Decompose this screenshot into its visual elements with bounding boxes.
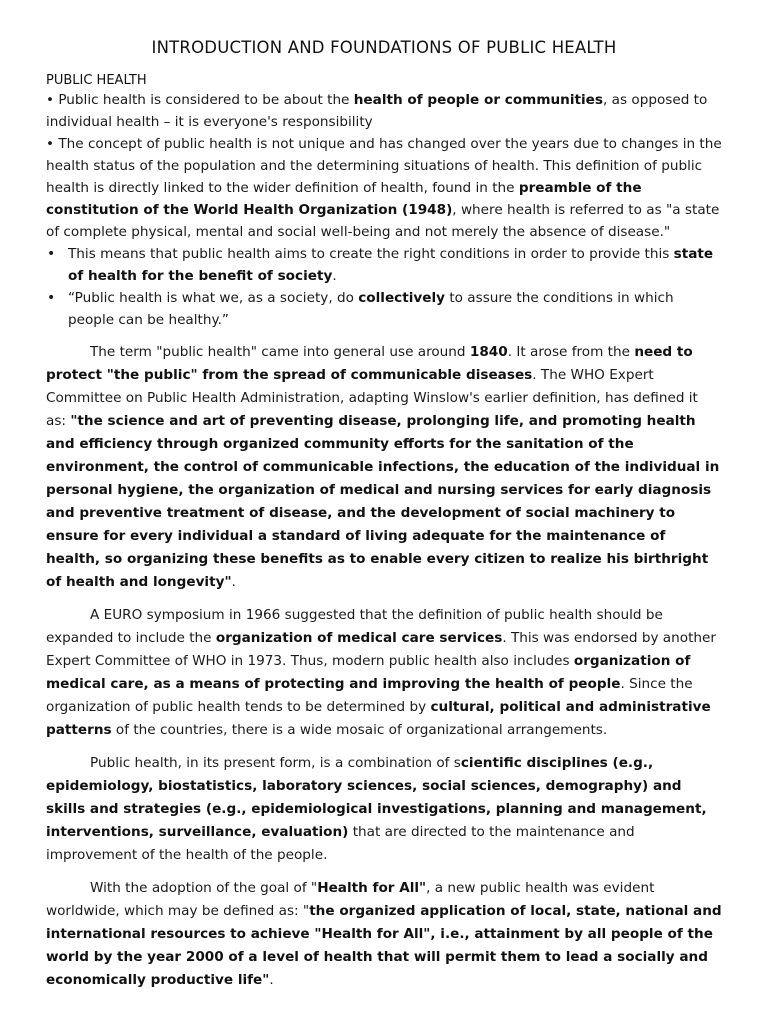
text-run: . This was endorsed by another Expert Committee of WHO in 1973. Thus, modern public health also includes — [46, 630, 716, 669]
bold-run: preamble of the constitution of the World Health Organization (1948) — [46, 180, 642, 218]
list-item — [68, 243, 722, 287]
text-run: . Since the organization of public health tends to be determined by — [46, 676, 693, 715]
bold-run: Health for All" — [317, 880, 427, 896]
text-run: Public health, in its present form, is a combination of s — [90, 755, 461, 771]
paragraph-euro-symposium — [46, 604, 722, 742]
paragraph-health-for-all — [46, 877, 722, 992]
bold-run: state of health for the benefit of society — [68, 246, 714, 284]
bold-run: 1840 — [469, 344, 508, 360]
text-run: With the adoption of the goal of " — [90, 880, 318, 896]
page-title: INTRODUCTION AND FOUNDATIONS OF PUBLIC HEALTH — [151, 38, 617, 57]
section-heading: PUBLIC HEALTH — [46, 73, 147, 88]
text-run: to assure the conditions in which people can be healthy.” — [68, 290, 674, 328]
paragraph-present-form — [46, 752, 722, 867]
text-run: that are directed to the maintenance and improvement of the health of the people. — [46, 824, 635, 863]
bold-run: "the science and art of preventing disease, prolonging life, and promoting health and efficiency through organized community efforts for the sanitation of the environment, the control of communicable infections, the education of the individual in personal hygiene, the organization of medical and nursing services for early diagnosis and preventive treatment of disease, and the development of social machinery to ensure for every individual a standard of living adequate for the maintenance of health, so organizing these benefits as to enable every citizen to realize his birthright of health and longevity" — [46, 413, 720, 590]
text-run: , where health is referred to as "a state of complete physical, mental and social well-being and not merely the absence of disease." — [46, 202, 720, 240]
intro-bullet-2 — [46, 133, 722, 243]
text-run: . The WHO Expert Committee on Public Health Administration, adapting Winslow's earlier definition, has defined it as: — [46, 367, 698, 429]
text-run: “Public health is what we, as a society, do — [68, 290, 359, 306]
bullet-list — [46, 243, 722, 331]
text-run: . — [231, 574, 236, 590]
intro-bullet-1 — [46, 89, 722, 133]
text-run: This means that public health aims to create the right conditions in order to provide this — [68, 246, 674, 262]
text-run: • The concept of public health is not unique and has changed over the years due to changes in the health status of the population and the determining situations of health. This definition of public health is directly linked to the wider definition of health, found in the — [46, 136, 722, 196]
bold-run: health of people or communities — [353, 92, 603, 108]
paragraph-term-public-health — [46, 341, 722, 594]
text-run: , as opposed to individual health – it is everyone's responsibility — [46, 92, 708, 130]
list-item — [68, 287, 722, 331]
text-run: A EURO symposium in 1966 suggested that the definition of public health should be expanded to include the — [46, 607, 663, 646]
bold-run: collectively — [358, 290, 445, 306]
text-run: • Public health is considered to be about the — [46, 92, 354, 108]
text-run: of the countries, there is a wide mosaic of organizational arrangements. — [111, 722, 608, 738]
bold-run: organization of medical care services — [215, 630, 503, 646]
bold-run: cientific disciplines (e.g., epidemiology, biostatistics, laboratory sciences, social sciences, demography) and skills and strategies (e.g., epidemiological investigations, planning and management, interventions, surveillance, evaluation) — [46, 755, 707, 840]
text-run: , a new public health was evident worldwide, which may be defined as: " — [46, 880, 655, 919]
bold-run: need to protect "the public" from the spread of communicable diseases — [46, 344, 693, 383]
text-run: . — [269, 972, 274, 988]
bold-run: the organized application of local, state, national and international resources to achieve "Health for All", i.e., attainment by all people of the world by the year 2000 of a level of health that will permit them to lead a socially and economically productive life" — [46, 903, 722, 988]
text-run: . It arose from the — [507, 344, 635, 360]
text-run: . — [332, 268, 337, 284]
bold-run: organization of medical care, as a means of protecting and improving the health of people — [46, 653, 691, 692]
text-run: The term "public health" came into general use around — [90, 344, 470, 360]
bold-run: cultural, political and administrative patterns — [46, 699, 711, 738]
